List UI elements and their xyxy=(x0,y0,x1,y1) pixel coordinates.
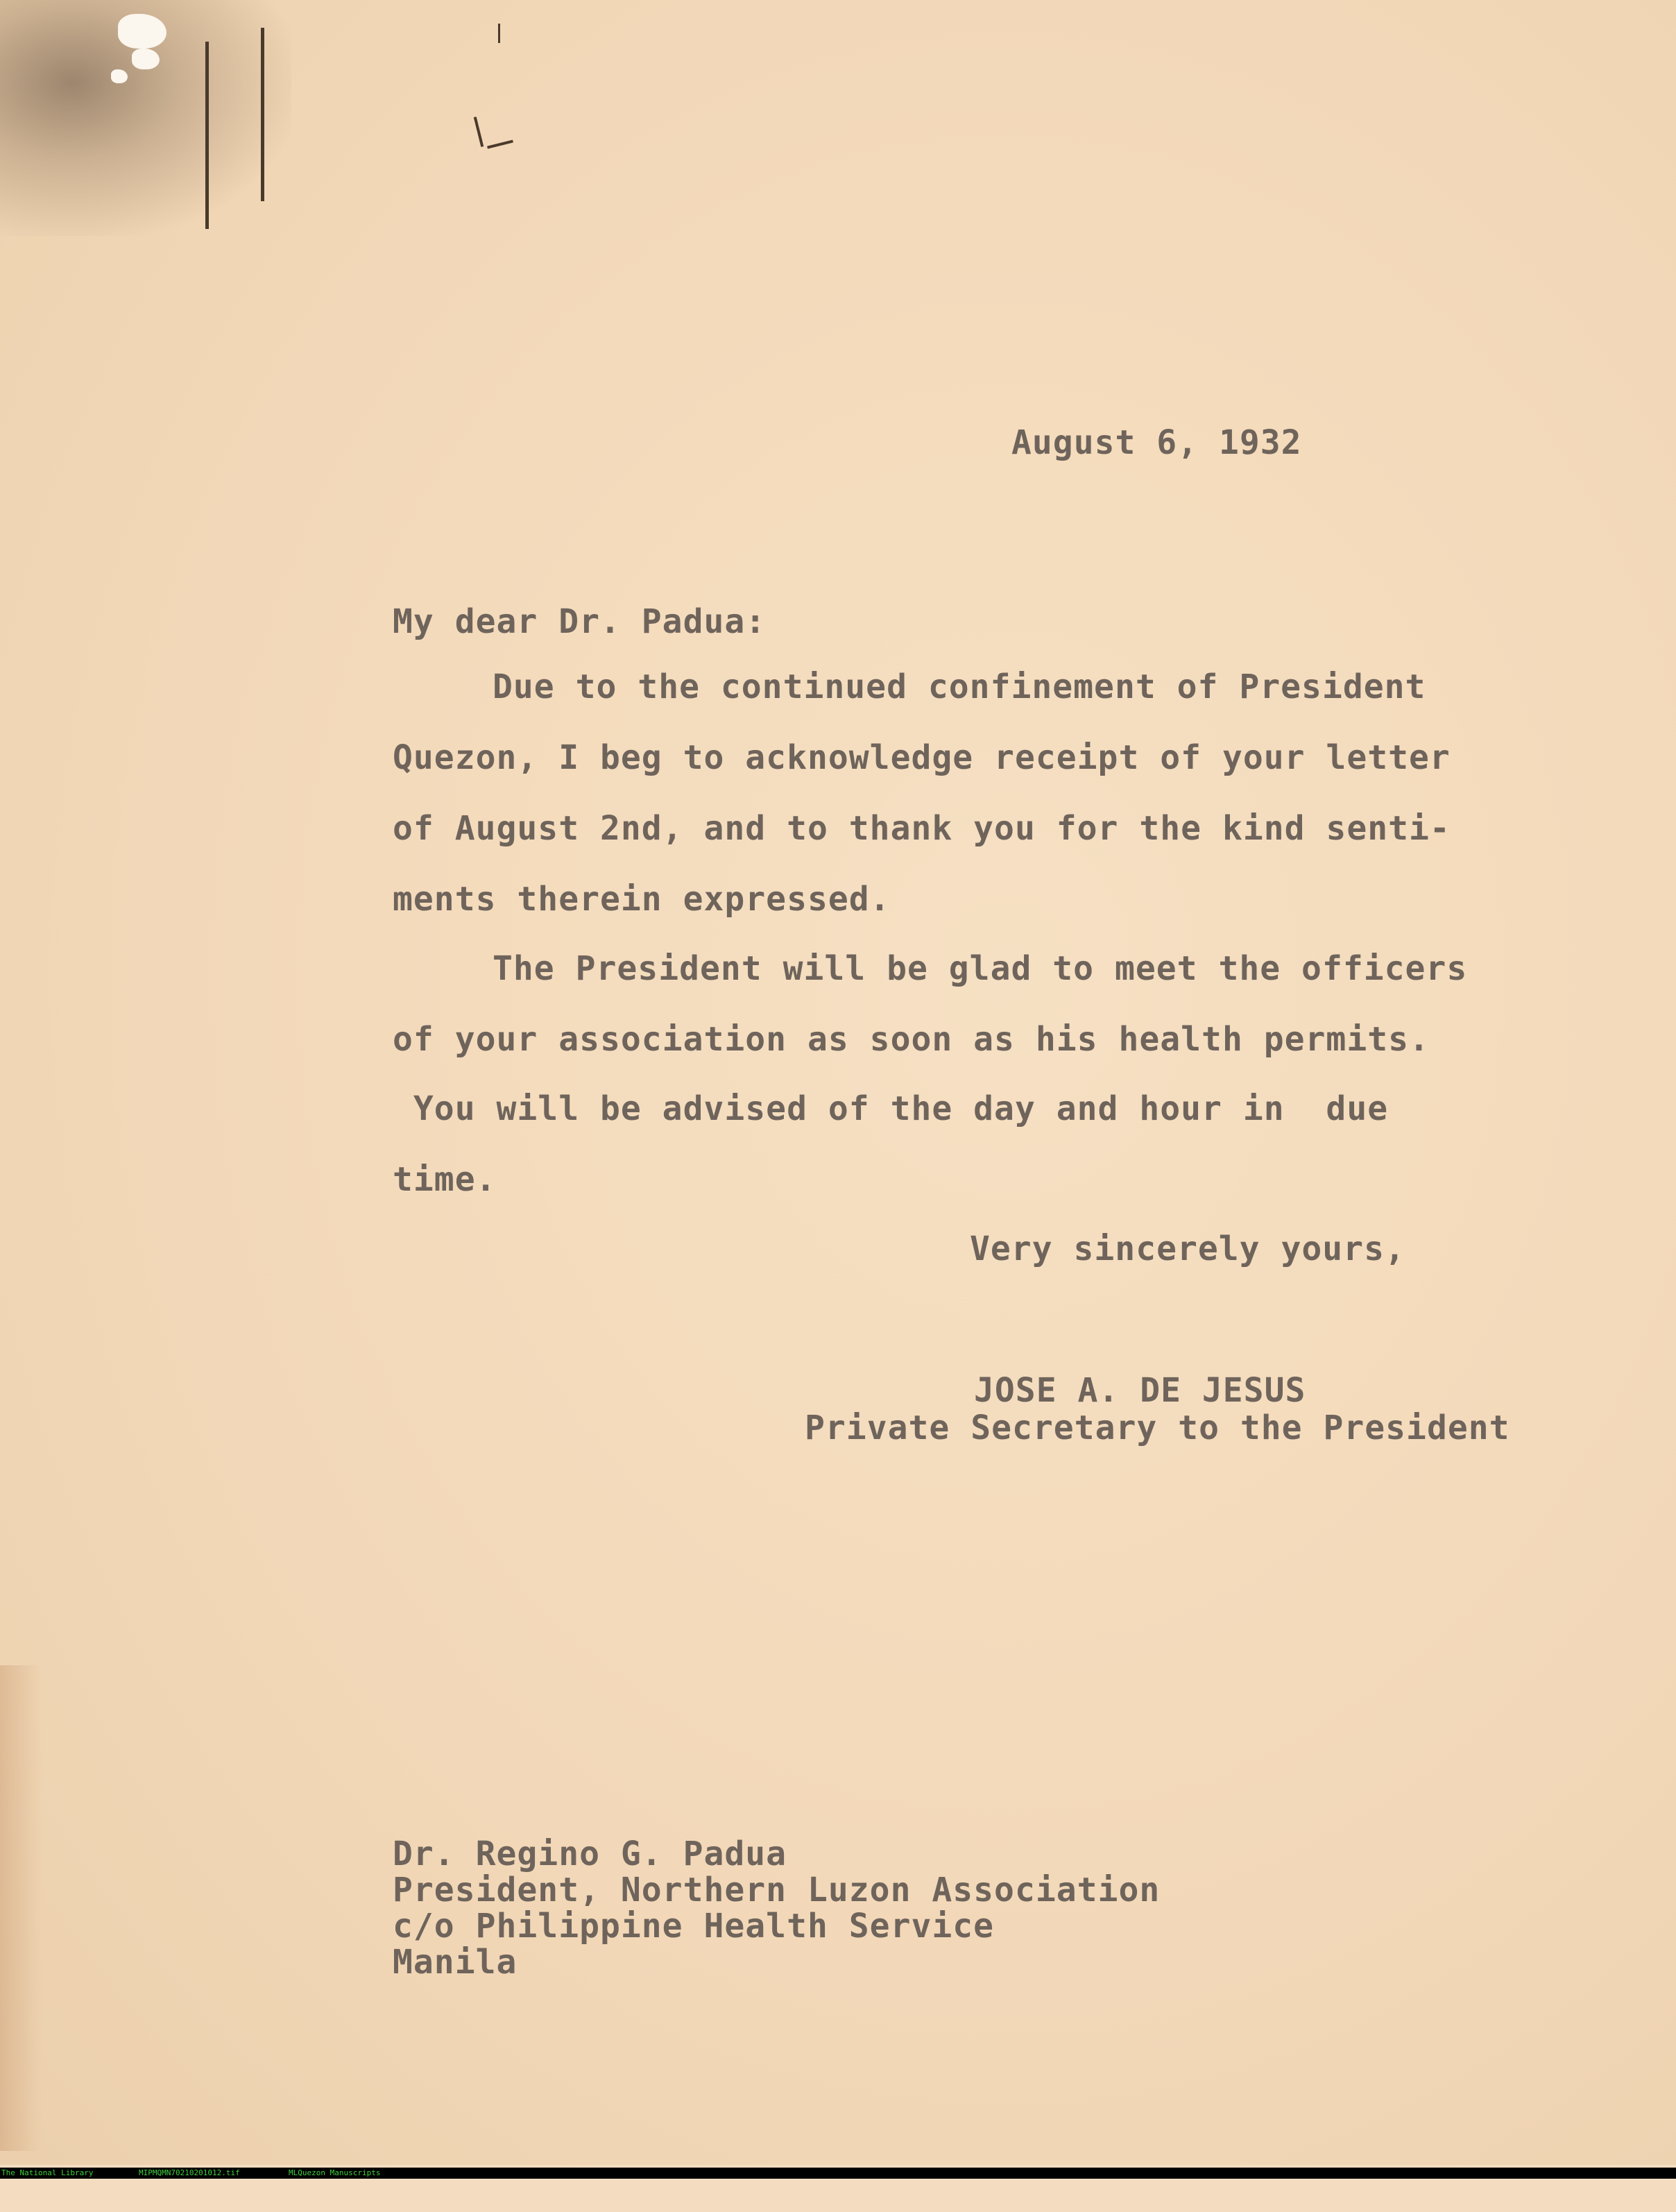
body-line: You will be advised of the day and hour in due xyxy=(393,1089,1389,1128)
body-line: Due to the continued confinement of President xyxy=(493,667,1426,706)
staple-mark xyxy=(261,28,264,201)
address-line: c/o Philippine Health Service xyxy=(393,1907,995,1946)
staple-mark xyxy=(205,42,209,229)
closing: Very sincerely yours, xyxy=(970,1230,1405,1268)
pencil-mark xyxy=(498,24,500,43)
signer-name: JOSE A. DE JESUS xyxy=(974,1371,1306,1410)
salutation: My dear Dr. Padua: xyxy=(393,602,767,641)
body-line: time. xyxy=(393,1160,497,1199)
footer-file-id: MIPMQMN70210201012.tif xyxy=(139,2168,240,2177)
address-line: President, Northern Luzon Association xyxy=(393,1871,1161,1909)
footer-collection: MLQuezon Manuscripts xyxy=(289,2168,381,2177)
address-line: Manila xyxy=(393,1943,518,1982)
signer-title: Private Secretary to the President xyxy=(805,1409,1510,1447)
paper-tear xyxy=(111,69,128,83)
address-line: Dr. Regino G. Padua xyxy=(393,1835,787,1873)
paper-tear xyxy=(132,49,160,69)
letter-date: August 6, 1932 xyxy=(1011,423,1302,462)
body-line: of your association as soon as his health permits. xyxy=(393,1020,1430,1059)
body-line: of August 2nd, and to thank you for the kind senti- xyxy=(393,809,1451,848)
pencil-mark xyxy=(487,139,513,148)
body-line: Quezon, I beg to acknowledge receipt of your letter xyxy=(393,738,1451,777)
footer-library: The National Library xyxy=(1,2168,94,2177)
edge-discoloration xyxy=(0,1665,42,2151)
pencil-mark xyxy=(474,117,484,147)
body-line: The President will be glad to meet the officers xyxy=(493,949,1468,988)
paper-tear xyxy=(118,14,166,49)
scan-footer xyxy=(0,2168,1676,2179)
body-line: ments therein expressed. xyxy=(393,880,891,919)
